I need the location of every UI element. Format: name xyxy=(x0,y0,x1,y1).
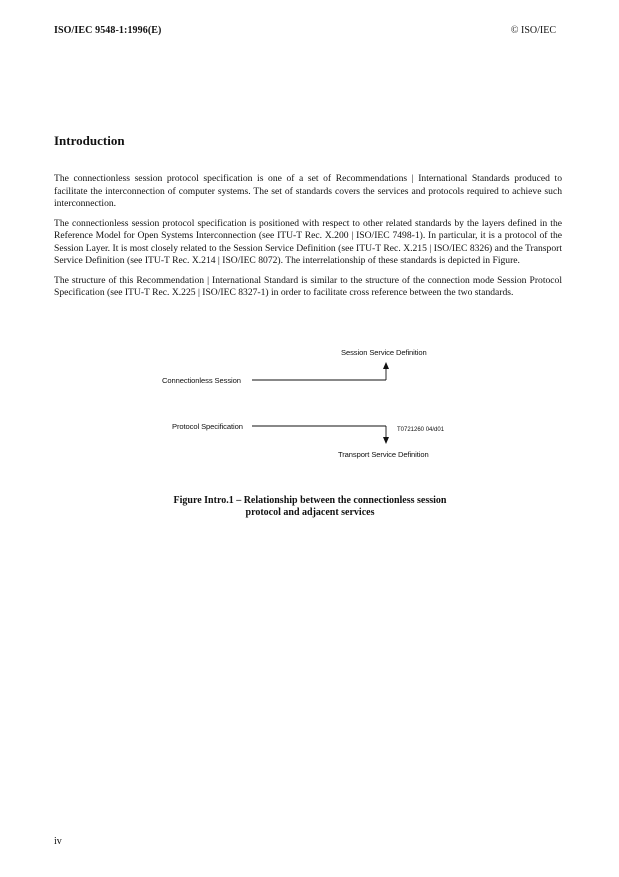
paragraph-2: The connectionless session protocol specification is positioned with respect to other related standards by the layers defined in the Reference Model for Open Systems Interconnection (see ITU-T Rec. X.200 | ISO/IEC 7498-1). In particular, it is a protocol of the Session Layer. It is most closely related to the Session Service Definition (see ITU-T Rec. X.215 | ISO/IEC 8326) and the Transport Service Definition (see ITU-T Rec. X.214 | ISO/IEC 8072). The interrelationship of these standards is depicted in Figure. xyxy=(54,217,562,266)
transport-service-label: Transport Service Definition xyxy=(338,450,429,459)
paragraph-1: The connectionless session protocol specification is one of a set of Recommendations | International Standards produced to facilitate the interconnection of computer systems. The set of standards covers the services and protocols required to achieve such interconnection. xyxy=(54,173,562,209)
figure-code: T0721260 04/d01 xyxy=(397,427,445,433)
document-id: ISO/IEC 9548-1:1996(E) xyxy=(54,25,162,36)
paragraph-3: The structure of this Recommendation | International Standard is similar to the structure of the connection mode Session Protocol Specification (see ITU-T Rec. X.225 | ISO/IEC 8327-1) in order to facilitate cross reference between the two standards. xyxy=(54,274,562,298)
copyright-notice: © ISO/IEC xyxy=(510,25,556,36)
connectionless-session-label: Connectionless Session xyxy=(162,376,241,385)
figure-caption xyxy=(150,495,470,519)
figure-caption-line-1: Figure Intro.1 – Relationship between the connectionless session xyxy=(173,495,447,506)
protocol-specification-label: Protocol Specification xyxy=(172,422,243,431)
section-title: Introduction xyxy=(54,133,125,148)
transport-down-arrow xyxy=(383,437,389,444)
figure-caption-line-2: protocol and adjacent services xyxy=(245,507,375,518)
page-number: iv xyxy=(54,836,62,847)
introduction-body xyxy=(54,173,562,307)
session-up-arrow xyxy=(383,362,389,369)
session-service-label: Session Service Definition xyxy=(341,348,427,357)
